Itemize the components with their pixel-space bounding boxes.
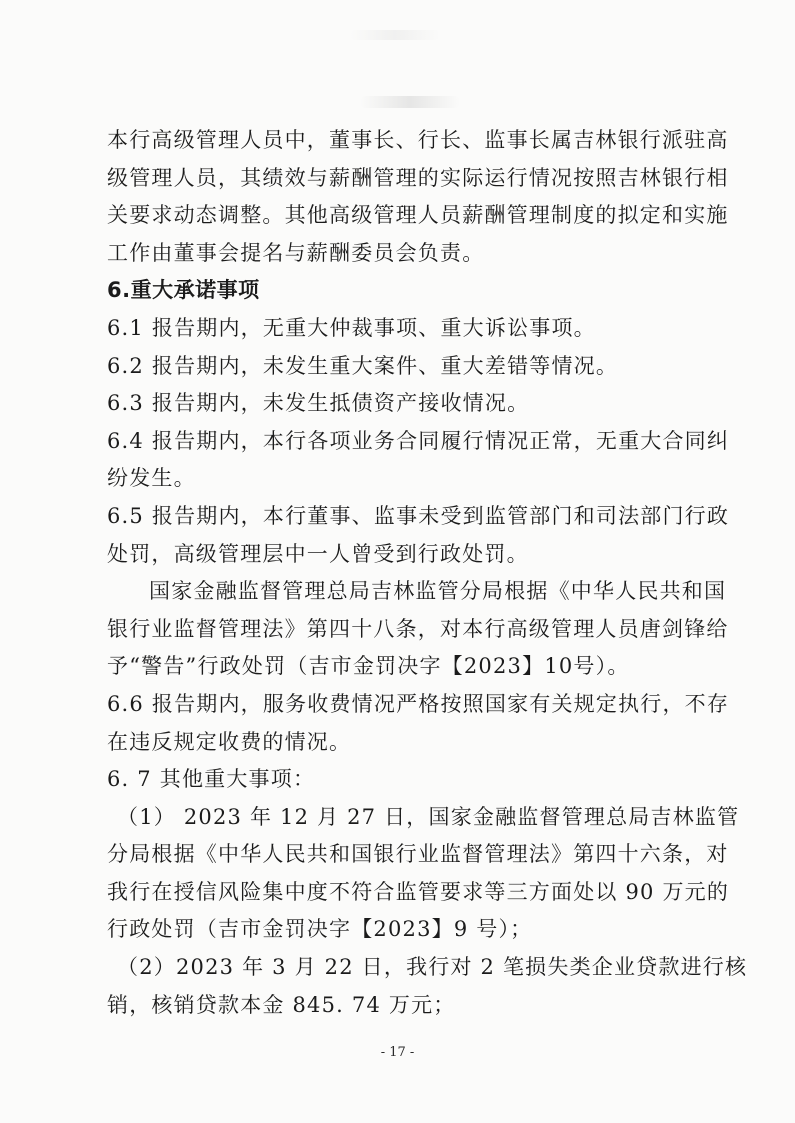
list-item: 6.3 报告期内，未发生抵债资产接收情况。 [107,391,530,416]
list-item: 6. 7 其他重大事项： [107,767,316,792]
list-item-continuation: 在违反规定收费的情况。 [107,729,352,754]
list-item-continuation: 处罚，高级管理层中一人曾受到行政处罚。 [107,541,529,566]
sub-item: （2）2023 年 3 月 22 日，我行对 2 笔损失类企业贷款进行核 [117,955,748,980]
sub-item-continuation: 分局根据《中华人民共和国银行业监督管理法》第四十六条，对 [107,842,729,867]
sub-item-continuation: 销，核销贷款本金 845. 74 万元； [107,992,456,1017]
paragraph-line: 关要求动态调整。其他高级管理人员薪酬管理制度的拟定和实施 [107,203,729,228]
list-item: 6.4 报告期内，本行各项业务合同履行情况正常，无重大合同纠 [107,428,730,453]
bleed-through-mark [350,30,440,40]
section-heading: 6.重大承诺事项 [107,278,260,303]
sub-item: （1） 2023 年 12 月 27 日，国家金融监督管理总局吉林监管 [117,804,740,829]
page-number: - 17 - [380,1045,415,1060]
paragraph-line: 工作由董事会提名与薪酬委员会负责。 [107,240,485,265]
paragraph-line: 本行高级管理人员中，董事长、行长、监事长属吉林银行派驻高 [107,128,729,152]
list-item: 6.2 报告期内，未发生重大案件、重大差错等情况。 [107,353,619,378]
paragraph-line: 国家金融监督管理总局吉林监管分局根据《中华人民共和国 [149,579,727,604]
paragraph-line: 予“警告”行政处罚（吉市金罚决字【2023】10号）。 [107,654,630,679]
list-item-continuation: 纷发生。 [107,466,196,491]
list-item: 6.6 报告期内，服务收费情况严格按照国家有关规定执行，不存 [107,691,730,716]
paragraph-line: 银行业监督管理法》第四十八条，对本行高级管理人员唐剑锋给 [107,616,729,641]
list-item: 6.5 报告期内，本行董事、监事未受到监管部门和司法部门行政 [107,503,730,528]
sub-item-continuation: 我行在授信风险集中度不符合监管要求等三方面处以 90 万元的 [107,879,730,904]
list-item: 6.1 报告期内，无重大仲裁事项、重大诉讼事项。 [107,315,596,340]
document-body [107,122,748,1024]
bleed-through-mark [360,96,460,108]
sub-item-continuation: 行政处罚（吉市金罚决字【2023】9 号）； [107,917,533,942]
paragraph-line: 级管理人员，其绩效与薪酬管理的实际运行情况按照吉林银行相 [107,165,729,190]
